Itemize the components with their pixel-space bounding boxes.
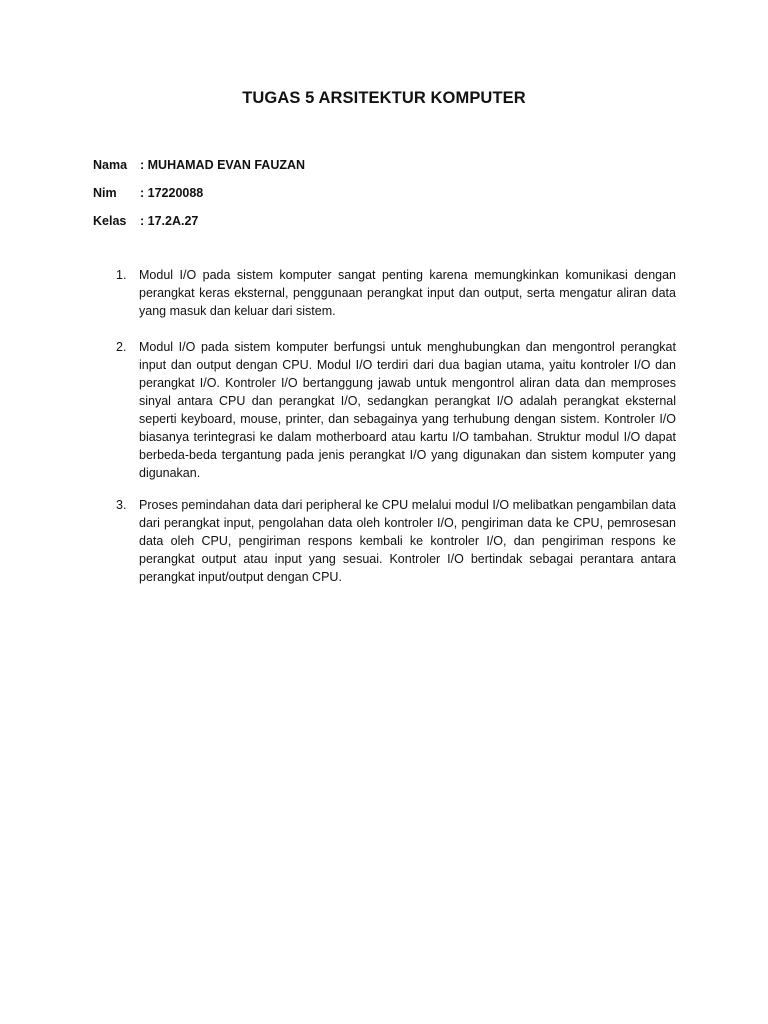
- info-row-nim: [93, 186, 203, 201]
- kelas-value: : 17.2A.27: [140, 214, 199, 228]
- info-row-nama: [93, 158, 305, 173]
- nim-label: Nim: [93, 186, 117, 200]
- nama-label: Nama: [93, 158, 128, 172]
- list-item-number: 2.: [116, 340, 127, 354]
- list-item-text: Proses pemindahan data dari peripheral ke CPU melalui modul I/O melibatkan pengambilan data dari perangkat input, pengolahan data oleh kontroler I/O, pengiriman data ke CPU, pemrosesan data oleh CPU, pengiriman respons kembali ke kontroler I/O, dan pengiriman respons ke perangkat output atau input yang sesuai. Kontroler I/O bertindak sebagai perantara antara perangkat input/output dengan CPU.: [139, 498, 676, 584]
- nim-value: : 17220088: [140, 186, 204, 200]
- list-item: [116, 496, 676, 586]
- info-row-kelas: [93, 214, 198, 229]
- kelas-label: Kelas: [93, 214, 127, 228]
- list-item-text: Modul I/O pada sistem komputer sangat penting karena memungkinkan komunikasi dengan perangkat keras eksternal, penggunaan perangkat input dan output, serta mengatur aliran data yang masuk dan keluar dari sistem.: [139, 268, 676, 318]
- document-title: TUGAS 5 ARSITEKTUR KOMPUTER: [242, 89, 526, 107]
- list-item: [116, 266, 676, 320]
- list-item-number: 1.: [116, 268, 127, 282]
- list-item-text: Modul I/O pada sistem komputer berfungsi untuk menghubungkan dan mengontrol perangkat input dan output dengan CPU. Modul I/O terdiri dari dua bagian utama, yaitu kontroler I/O dan perangkat I/O. Kontroler I/O bertanggung jawab untuk mengontrol aliran data dan memproses sinyal antara CPU dan perangkat I/O, sedangkan perangkat I/O adalah perangkat eksternal seperti keyboard, mouse, printer, dan sebagainya yang terhubung dengan sistem. Kontroler I/O biasanya terintegrasi ke dalam motherboard atau kartu I/O tambahan. Struktur modul I/O dapat berbeda-beda tergantung pada jenis perangkat I/O yang digunakan dan sistem komputer yang digunakan.: [139, 340, 676, 480]
- nama-value: : MUHAMAD EVAN FAUZAN: [140, 158, 306, 172]
- list-item-number: 3.: [116, 498, 127, 512]
- list-item: [116, 338, 676, 482]
